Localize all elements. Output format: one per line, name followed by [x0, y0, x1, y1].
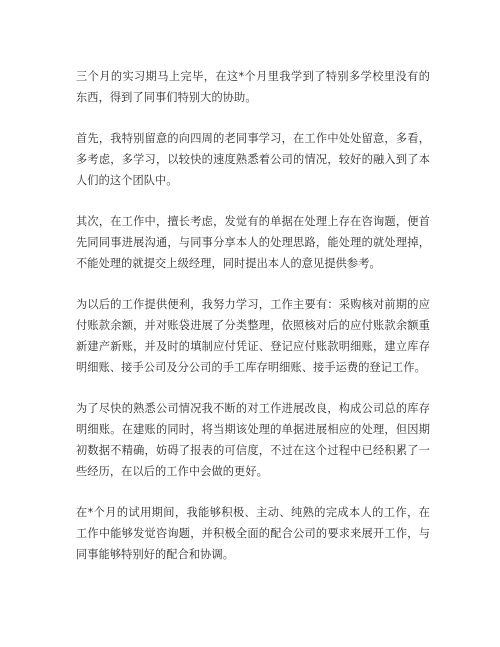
paragraph-6: 在*个月的试用期间，我能够积极、主动、纯熟的完成本人的工作，在工作中能够发觉咨询题，并积极全面的配合公司的要求来展开工作，与同事能够特别好的配合和协调。: [76, 506, 430, 561]
paragraph-1: 三个月的实习期马上完毕，在这*个月里我学到了特别多学校里没有的东西，得到了同事们特别大的协助。: [76, 70, 430, 104]
paragraph-2: 首先，我特别留意的向四周的老同事学习，在工作中处处留意，多看，多考虑，多学习，以较快的速度熟悉着公司的情况，较好的融入到了本人们的这个团队中。: [76, 132, 430, 187]
paragraph-4: 为以后的工作提供便利，我努力学习，工作主要有：采购核对前期的应付账款余额，并对账袋进展了分类整理，依照核对后的应付账款余额重新建产新账，并及时的填制应付凭证、登记应付账款明细账，建立库存明细账、接手公司及分公司的手工库存明细账、接手运费的登记工作。: [76, 298, 430, 374]
paragraph-5: 为了尽快的熟悉公司情况我不断的对工作进展改良，构成公司总的库存明细账。在建账的同时，将当期该处理的单据进展相应的处理，但因期初数据不精确，妨碍了报表的可信度，不过在这个过程中已经积累了一些经历，在以后的工作中会做的更好。: [76, 402, 430, 478]
paragraph-3: 其次，在工作中，擅长考虑，发觉有的单据在处理上存在咨询题，便首先同同事进展沟通，与同事分享本人的处理思路，能处理的就处理掉，不能处理的就提交上级经理，同时提出本人的意见提供参考。: [76, 215, 430, 270]
document-body: [76, 66, 430, 565]
